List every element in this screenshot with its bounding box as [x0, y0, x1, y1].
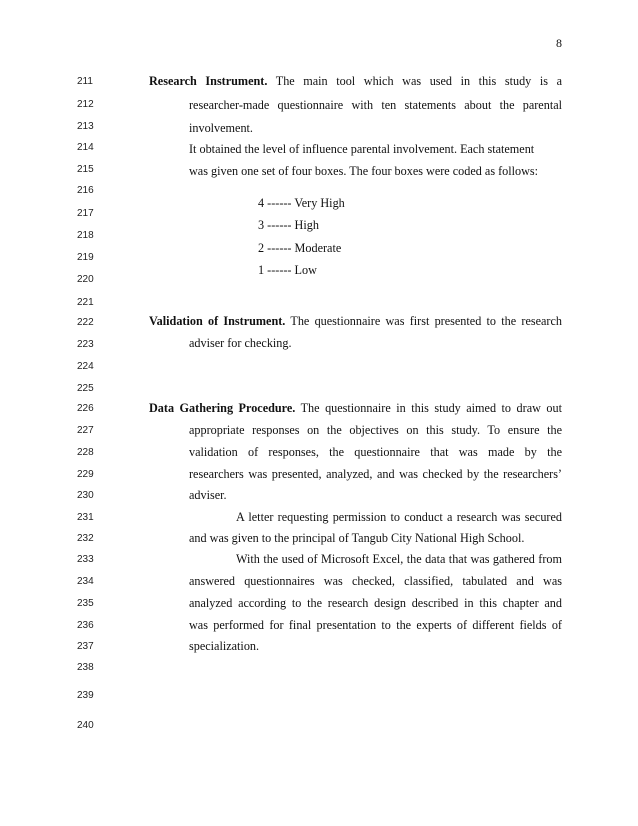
line-number: 215	[77, 164, 94, 175]
data-gathering-line: specialization.	[189, 639, 260, 653]
line-number: 226	[77, 403, 94, 414]
line-number: 228	[77, 447, 94, 458]
research-instrument-text: The main tool which was used in this study is a	[275, 74, 562, 88]
validation-heading: Validation of Instrument.	[149, 314, 286, 328]
line-number: 225	[77, 383, 94, 394]
research-instrument-heading: Research Instrument.	[149, 74, 268, 88]
validation-line-1	[149, 314, 562, 328]
validation-line-2: adviser for checking.	[189, 336, 292, 350]
research-instrument-line-4: It obtained the level of influence parental involvement. Each statement	[189, 142, 535, 156]
line-number: 236	[77, 620, 94, 631]
research-instrument-line-5: was given one set of four boxes. The four boxes were coded as follows:	[189, 164, 539, 178]
line-number: 220	[77, 274, 94, 285]
research-instrument-line-3: involvement.	[189, 121, 253, 135]
data-gathering-line: A letter requesting permission to conduct a research was secured	[236, 510, 562, 524]
research-instrument-line-2: researcher-made questionnaire with ten statements about the parental	[189, 98, 562, 112]
code-high: 3 ------ High	[258, 218, 319, 232]
data-gathering-line: validation of responses, the questionnaire that was made by the	[189, 445, 562, 459]
code-low: 1 ------ Low	[258, 263, 317, 277]
data-gathering-line: and was given to the principal of Tangub City National High School.	[189, 531, 525, 545]
line-number: 237	[77, 641, 94, 652]
line-number: 239	[77, 690, 94, 701]
data-gathering-line-1	[149, 401, 562, 415]
line-number: 211	[77, 76, 93, 87]
line-number: 240	[77, 720, 94, 731]
research-instrument-line-1	[149, 74, 562, 88]
line-number: 233	[77, 554, 94, 565]
line-number: 218	[77, 230, 94, 241]
line-number: 216	[77, 185, 94, 196]
data-gathering-heading: Data Gathering Procedure.	[149, 401, 296, 415]
line-number: 235	[77, 598, 94, 609]
line-number: 227	[77, 425, 94, 436]
line-number: 232	[77, 533, 94, 544]
data-gathering-line: adviser.	[189, 488, 227, 502]
line-number: 234	[77, 576, 94, 587]
line-number: 223	[77, 339, 94, 350]
line-number: 212	[77, 99, 94, 110]
data-gathering-text: The questionnaire in this study aimed to draw out	[300, 401, 562, 415]
line-number: 213	[77, 121, 94, 132]
data-gathering-line: appropriate responses on the objectives on this study. To ensure the	[189, 423, 562, 437]
line-number: 217	[77, 208, 94, 219]
line-number: 214	[77, 142, 94, 153]
line-number: 222	[77, 317, 94, 328]
data-gathering-line: was performed for final presentation to the experts of different fields of	[189, 618, 562, 632]
line-number: 229	[77, 469, 94, 480]
line-number: 221	[77, 297, 94, 308]
data-gathering-line: answered questionnaires was checked, classified, tabulated and was	[189, 574, 562, 588]
code-moderate: 2 ------ Moderate	[258, 241, 342, 255]
validation-text: The questionnaire was first presented to the research	[290, 314, 562, 328]
line-number: 238	[77, 662, 94, 673]
data-gathering-line: With the used of Microsoft Excel, the data that was gathered from	[236, 552, 562, 566]
line-number: 231	[77, 512, 94, 523]
code-very-high: 4 ------ Very High	[258, 196, 345, 210]
line-number: 224	[77, 361, 94, 372]
page-number: 8	[556, 36, 562, 50]
line-number: 219	[77, 252, 94, 263]
data-gathering-line: researchers was presented, analyzed, and was checked by the researchers’	[189, 467, 562, 481]
data-gathering-line: analyzed according to the research design described in this chapter and	[189, 596, 562, 610]
line-number: 230	[77, 490, 94, 501]
